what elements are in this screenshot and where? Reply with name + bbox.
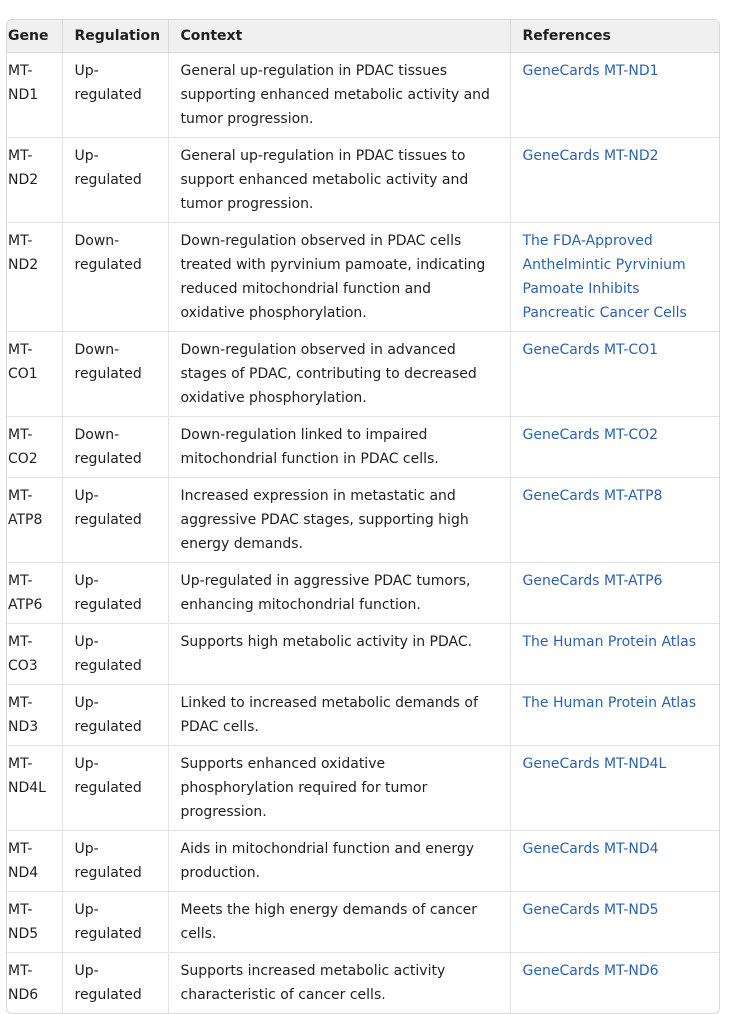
- regulation-cell: Up- regulated: [62, 892, 168, 953]
- table-row: [7, 892, 719, 953]
- reference-cell: [510, 746, 719, 831]
- table-body: [7, 53, 719, 1014]
- reference-link[interactable]: GeneCards MT-CO2: [522, 427, 659, 443]
- reference-cell: [510, 892, 719, 953]
- table-row: [7, 417, 719, 478]
- gene-cell: MT- ND6: [7, 953, 62, 1014]
- table-row: [7, 953, 719, 1014]
- gene-cell: MT- ND5: [7, 892, 62, 953]
- gene-regulation-table: [7, 20, 719, 1013]
- reference-cell: [510, 624, 719, 685]
- reference-link[interactable]: The Human Protein Atlas: [522, 634, 697, 650]
- regulation-cell: Up- regulated: [62, 685, 168, 746]
- header-references: References: [510, 20, 719, 53]
- reference-link[interactable]: The FDA-Approved Anthelmintic Pyrvinium Pamoate Inhibits Pancreatic Cancer Cells: [522, 233, 687, 321]
- header-regulation: Regulation: [62, 20, 168, 53]
- reference-link[interactable]: GeneCards MT-ND4L: [522, 756, 667, 772]
- table-row: [7, 563, 719, 624]
- reference-cell: [510, 53, 719, 138]
- context-cell: Down-regulation linked to impaired mitochondrial function in PDAC cells.: [168, 417, 510, 478]
- context-cell: General up-regulation in PDAC tissues to support enhanced metabolic activity and tumor progression.: [168, 138, 510, 223]
- table-row: [7, 223, 719, 332]
- reference-cell: [510, 953, 719, 1014]
- regulation-cell: Up- regulated: [62, 563, 168, 624]
- regulation-cell: Up- regulated: [62, 138, 168, 223]
- context-cell: Supports increased metabolic activity characteristic of cancer cells.: [168, 953, 510, 1014]
- table-row: [7, 685, 719, 746]
- gene-cell: MT- ND3: [7, 685, 62, 746]
- gene-cell: MT- ATP6: [7, 563, 62, 624]
- table-row: [7, 332, 719, 417]
- regulation-cell: Up- regulated: [62, 624, 168, 685]
- reference-link[interactable]: GeneCards MT-ND6: [522, 963, 659, 979]
- reference-cell: [510, 563, 719, 624]
- regulation-cell: Up- regulated: [62, 831, 168, 892]
- regulation-cell: Up- regulated: [62, 953, 168, 1014]
- reference-cell: [510, 417, 719, 478]
- regulation-cell: Down- regulated: [62, 417, 168, 478]
- gene-cell: MT- ATP8: [7, 478, 62, 563]
- context-cell: Up-regulated in aggressive PDAC tumors, enhancing mitochondrial function.: [168, 563, 510, 624]
- context-cell: Meets the high energy demands of cancer cells.: [168, 892, 510, 953]
- reference-cell: [510, 831, 719, 892]
- gene-cell: MT- ND2: [7, 138, 62, 223]
- reference-cell: [510, 138, 719, 223]
- gene-cell: MT- CO3: [7, 624, 62, 685]
- table-row: [7, 624, 719, 685]
- gene-cell: MT- ND4: [7, 831, 62, 892]
- gene-cell: MT- ND4L: [7, 746, 62, 831]
- header-row: [7, 20, 719, 53]
- reference-cell: [510, 685, 719, 746]
- reference-link[interactable]: GeneCards MT-CO1: [522, 342, 659, 358]
- regulation-cell: Down- regulated: [62, 332, 168, 417]
- reference-link[interactable]: GeneCards MT-ND5: [522, 902, 659, 918]
- gene-cell: MT- CO2: [7, 417, 62, 478]
- table-row: [7, 138, 719, 223]
- context-cell: Linked to increased metabolic demands of PDAC cells.: [168, 685, 510, 746]
- gene-cell: MT- ND2: [7, 223, 62, 332]
- gene-regulation-table-container: [6, 19, 720, 1014]
- table-row: [7, 746, 719, 831]
- header-context: Context: [168, 20, 510, 53]
- table-row: [7, 53, 719, 138]
- reference-link[interactable]: GeneCards MT-ND2: [522, 148, 659, 164]
- regulation-cell: Up- regulated: [62, 53, 168, 138]
- regulation-cell: Up- regulated: [62, 478, 168, 563]
- reference-link[interactable]: GeneCards MT-ATP6: [522, 573, 663, 589]
- table-row: [7, 478, 719, 563]
- gene-cell: MT- CO1: [7, 332, 62, 417]
- context-cell: General up-regulation in PDAC tissues supporting enhanced metabolic activity and tumor progression.: [168, 53, 510, 138]
- reference-cell: [510, 223, 719, 332]
- context-cell: Down-regulation observed in PDAC cells treated with pyrvinium pamoate, indicating reduced mitochondrial function and oxidative phosphorylation.: [168, 223, 510, 332]
- table-row: [7, 831, 719, 892]
- reference-link[interactable]: The Human Protein Atlas: [522, 695, 697, 711]
- context-cell: Aids in mitochondrial function and energy production.: [168, 831, 510, 892]
- reference-link[interactable]: GeneCards MT-ND1: [522, 63, 659, 79]
- reference-cell: [510, 332, 719, 417]
- context-cell: Increased expression in metastatic and aggressive PDAC stages, supporting high energy demands.: [168, 478, 510, 563]
- regulation-cell: Up- regulated: [62, 746, 168, 831]
- context-cell: Supports enhanced oxidative phosphorylation required for tumor progression.: [168, 746, 510, 831]
- reference-link[interactable]: GeneCards MT-ND4: [522, 841, 659, 857]
- table-header: [7, 20, 719, 53]
- gene-cell: MT- ND1: [7, 53, 62, 138]
- reference-link[interactable]: GeneCards MT-ATP8: [522, 488, 663, 504]
- regulation-cell: Down- regulated: [62, 223, 168, 332]
- context-cell: Supports high metabolic activity in PDAC.: [168, 624, 510, 685]
- header-gene: Gene: [7, 20, 62, 53]
- context-cell: Down-regulation observed in advanced stages of PDAC, contributing to decreased oxidative phosphorylation.: [168, 332, 510, 417]
- reference-cell: [510, 478, 719, 563]
